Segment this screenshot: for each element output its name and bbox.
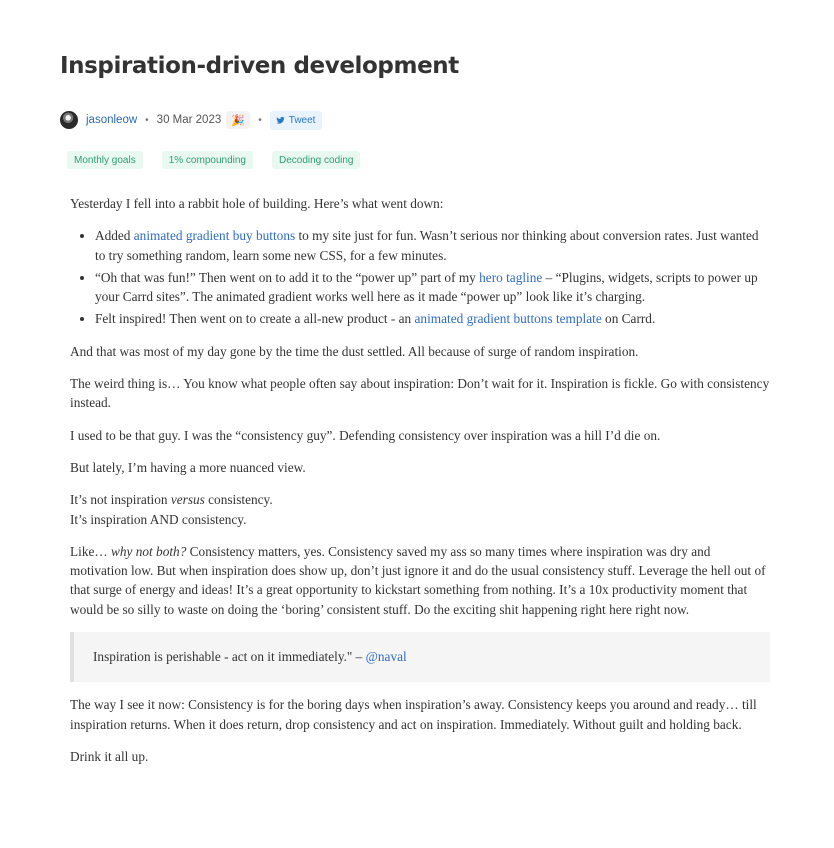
list-item: • “Oh that was fun!” Then went on to add it to the “power up” part of my hero tagline – “Plugins, widgets, scripts to power up your Carrd sites”. The animated gradient works well here as it made “power up” look like it’s charging. <box>95 268 770 307</box>
reaction-emoji[interactable]: 🎉 <box>226 111 250 129</box>
hero-tagline-link[interactable]: hero tagline <box>479 269 543 285</box>
post-body <box>70 194 770 779</box>
naval-link[interactable]: @naval <box>365 649 407 665</box>
post-date: 30 Mar 2023 <box>156 114 222 126</box>
animated-gradient-buy-buttons-link[interactable]: animated gradient buy buttons <box>133 228 296 244</box>
tag-decoding-coding[interactable]: Decoding coding <box>272 151 361 169</box>
tag-monthly-goals[interactable]: Monthly goals <box>67 151 143 169</box>
meta-separator: • <box>258 114 262 126</box>
list-item: • Felt inspired! Then went on to create a all-new product - an animated gradient buttons template on Carrd. <box>95 309 770 328</box>
paragraph: Like… why not both? Consistency matters, yes. Consistency saved my ass so many times where inspiration was dry and motivation low. But when inspiration does show up, don’t just ignore it and do the usual consistency stuff. Leverage the hell out of that surge of energy and ideas! It’s a great opportunity to kickstart something from nothing. It’s a 10x productivity moment that would be so silly to waste on doing the ‘boring’ consistent stuff. Do the exciting shit happening right here right now. <box>70 543 766 617</box>
paragraph: I used to be that guy. I was the “consistency guy”. Defending consistency over inspiration was a hill I’d die on. <box>70 427 661 443</box>
author-link[interactable]: jasonleow <box>86 114 138 126</box>
paragraph: The way I see it now: Consistency is for the boring days when inspiration’s away. Consistency keeps you around and ready… till inspiration returns. When it does return, drop consistency and act on inspiration. Immediately. Without guilt and holding back. <box>70 697 757 732</box>
paragraph: But lately, I’m having a more nuanced view. <box>70 459 306 475</box>
bullet-list <box>70 226 770 328</box>
meta-separator: • <box>145 114 149 126</box>
tag-compounding[interactable]: 1% compounding <box>162 151 253 169</box>
avatar[interactable] <box>60 111 78 129</box>
twitter-bird-icon <box>276 116 285 125</box>
list-item: • Added animated gradient buy buttons to my site just for fun. Wasn’t serious nor thinking about conversion rates. Just wanted to try something random, learn some new CSS, for a few minutes. <box>95 226 770 265</box>
paragraph: Drink it all up. <box>70 748 149 764</box>
quote-block: Inspiration is perishable - act on it immediately." – @naval <box>70 632 770 682</box>
paragraph: It’s not inspiration versus consistency. It’s inspiration AND consistency. <box>70 492 273 527</box>
post-meta <box>60 110 322 130</box>
paragraph: And that was most of my day gone by the time the dust settled. All because of surge of random inspiration. <box>70 343 639 359</box>
tweet-label: Tweet <box>288 114 316 126</box>
paragraph: Yesterday I fell into a rabbit hole of building. Here’s what went down: <box>70 196 444 211</box>
tweet-button[interactable] <box>270 111 323 130</box>
gradient-buttons-template-link[interactable]: animated gradient buttons template <box>414 311 602 327</box>
page-title: Inspiration-driven development <box>60 53 459 79</box>
tag-list <box>67 151 360 169</box>
paragraph: The weird thing is… You know what people often say about inspiration: Don’t wait for it. Inspiration is fickle. Go with consistency instead. <box>70 376 770 411</box>
